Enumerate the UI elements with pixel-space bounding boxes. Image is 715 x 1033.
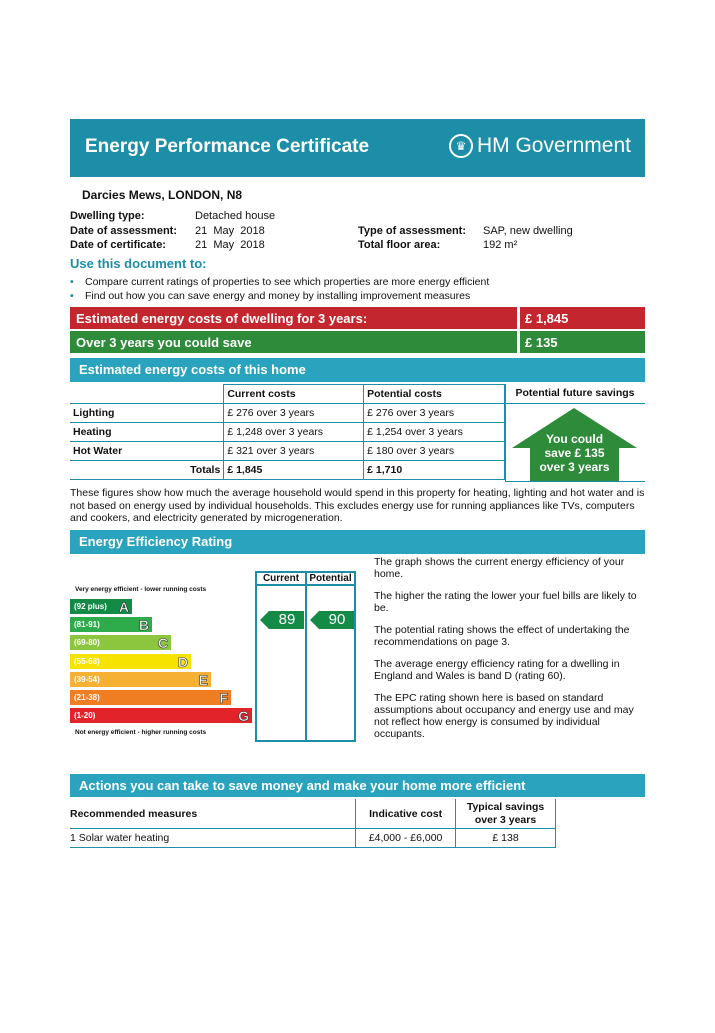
- royal-crest-icon: ♛: [449, 134, 473, 158]
- estimated-cost-label: Estimated energy costs of dwelling for 3 years:: [76, 311, 368, 326]
- band-range: (1-20): [74, 711, 96, 721]
- hm-government-logo: [449, 134, 631, 158]
- rating-text-paragraph: The potential rating shows the effect of undertaking the recommendations on page 3.: [374, 624, 630, 648]
- savings-line-3: over 3 years: [539, 460, 610, 474]
- band-range: (39-54): [74, 674, 100, 684]
- row-label: Lighting: [70, 404, 224, 423]
- potential-rating-value: 90: [328, 611, 346, 628]
- saving-cell: £ 138: [456, 829, 556, 848]
- costs-section-header: [70, 358, 645, 382]
- savings-line-1: You could: [545, 432, 604, 446]
- band-letter: E: [198, 671, 208, 688]
- actions-section-title: Actions you can take to save money and make your home more efficient: [79, 778, 526, 793]
- table-header-row: [70, 799, 556, 829]
- row-label: Heating: [70, 423, 224, 442]
- current-cost-cell: £ 276 over 3 years: [224, 404, 364, 423]
- savings-line-2: save £ 135: [544, 446, 605, 460]
- band-range: (21-38): [74, 693, 100, 702]
- table-row: [70, 442, 505, 461]
- table-header-row: [70, 385, 505, 404]
- dwelling-type-value: Detached house: [195, 210, 276, 222]
- save-value: £ 135: [525, 335, 558, 350]
- rating-section-title: Energy Efficiency Rating: [79, 534, 233, 549]
- band-letter: D: [177, 653, 188, 670]
- rating-band-f: [70, 690, 231, 705]
- band-letter: G: [238, 708, 249, 725]
- band-range: (55-68): [74, 656, 100, 666]
- certificate-date-label: Date of certificate:: [70, 239, 166, 251]
- potential-column-header: Potential: [309, 573, 352, 584]
- save-band: [70, 331, 645, 353]
- certificate-header: [70, 119, 645, 177]
- totals-potential: £ 1,710: [364, 461, 505, 480]
- potential-rating-arrow: [310, 611, 354, 629]
- rating-band-c: [70, 635, 171, 650]
- top-scale-label: Very energy efficient - lower running costs: [75, 586, 207, 593]
- current-cost-cell: £ 321 over 3 years: [224, 442, 364, 461]
- band-letter: F: [219, 690, 228, 706]
- current-costs-header: Current costs: [224, 385, 364, 404]
- current-rating-arrow: [260, 611, 304, 629]
- rating-chart: [70, 571, 356, 742]
- band-letter: C: [157, 635, 168, 652]
- assessment-type-label: Type of assessment:: [358, 225, 467, 237]
- potential-cost-cell: £ 180 over 3 years: [364, 442, 505, 461]
- totals-current: £ 1,845: [224, 461, 364, 480]
- list-item: • Find out how you can save energy and money by installing improvement measures: [70, 289, 489, 303]
- assessment-date-value: 21 May 2018: [195, 225, 265, 237]
- rating-explanation: [374, 556, 646, 750]
- rating-band-g: [70, 708, 252, 723]
- assessment-date-label: Date of assessment:: [70, 225, 177, 237]
- totals-label: Totals: [70, 461, 224, 480]
- potential-cost-cell: £ 1,254 over 3 years: [364, 423, 505, 442]
- save-label: Over 3 years you could save: [76, 335, 252, 350]
- costs-section-title: Estimated energy costs of this home: [79, 362, 306, 377]
- rating-text-paragraph: The average energy efficiency rating for a dwelling in England and Wales is band D (rating 60).: [374, 658, 620, 682]
- bottom-scale-label: Not energy efficient - higher running costs: [75, 729, 207, 736]
- rating-band-b: [70, 617, 152, 632]
- band-divider: [517, 331, 520, 353]
- current-column-header: Current: [262, 573, 300, 584]
- property-address: Darcies Mews, LONDON, N8: [82, 188, 243, 202]
- rating-section-header: [70, 530, 645, 554]
- estimated-cost-value: £ 1,845: [525, 311, 569, 326]
- measures-header: Recommended measures: [70, 799, 356, 829]
- rating-text-paragraph: The graph shows the current energy efficiency of your home.: [374, 556, 625, 580]
- use-document-title: Use this document to:: [70, 256, 207, 271]
- rating-band-e: [70, 672, 211, 687]
- list-item: • Compare current ratings of properties to see which properties are more energy efficient: [70, 275, 489, 289]
- row-label: Hot Water: [70, 442, 224, 461]
- certificate-title: Energy Performance Certificate: [85, 136, 370, 157]
- table-row: [70, 404, 505, 423]
- assessment-type-value: SAP, new dwelling: [483, 225, 573, 237]
- dwelling-type-label: Dwelling type:: [70, 210, 145, 222]
- savings-header: Typical savings over 3 years: [456, 799, 556, 829]
- band-range: (69-80): [74, 638, 100, 648]
- potential-costs-header: Potential costs: [364, 385, 505, 404]
- rating-text-paragraph: The higher the rating the lower your fuel bills are likely to be.: [374, 590, 637, 614]
- floor-area-value: 192 m²: [483, 239, 518, 251]
- current-cost-cell: £ 1,248 over 3 years: [224, 423, 364, 442]
- rating-text-paragraph: The EPC rating shown here is based on standard assumptions about occupancy and energy use and may not reflect how energy is consumed by individual occupants.: [374, 692, 634, 740]
- band-range: (92 plus): [74, 602, 107, 611]
- cost-header: Indicative cost: [356, 799, 456, 829]
- potential-cost-cell: £ 276 over 3 years: [364, 404, 505, 423]
- totals-row: [70, 461, 505, 480]
- floor-area-label: Total floor area:: [358, 239, 441, 251]
- estimated-cost-band: [70, 307, 645, 329]
- cost-cell: £4,000 - £6,000: [356, 829, 456, 848]
- costs-note: These figures show how much the average household would spend in this property for heating, lighting and hot water and is not based on energy used by individual households. This excludes energy use for running appliances like TVs, computers and cookers, and electricity generated by microgeneration.: [70, 487, 645, 524]
- measures-table: [70, 799, 556, 848]
- table-divider: [505, 384, 506, 482]
- actions-section-header: [70, 774, 645, 797]
- savings-arrow: [512, 408, 637, 481]
- costs-table: [70, 384, 505, 480]
- table-divider: [505, 481, 645, 482]
- band-letter: A: [118, 599, 129, 615]
- future-savings-header: Potential future savings: [505, 384, 645, 404]
- table-row: [70, 829, 556, 848]
- rating-band-a: [70, 599, 132, 614]
- use-document-list: [70, 275, 489, 303]
- hm-government-text: HM Government: [476, 134, 631, 157]
- rating-band-d: [70, 654, 191, 669]
- current-rating-value: 89: [278, 611, 296, 628]
- band-range: (81-91): [74, 620, 100, 630]
- band-divider: [517, 307, 520, 329]
- band-letter: B: [138, 617, 149, 634]
- certificate-date-value: 21 May 2018: [195, 239, 265, 251]
- table-row: [70, 423, 505, 442]
- measure-cell: 1 Solar water heating: [70, 829, 356, 848]
